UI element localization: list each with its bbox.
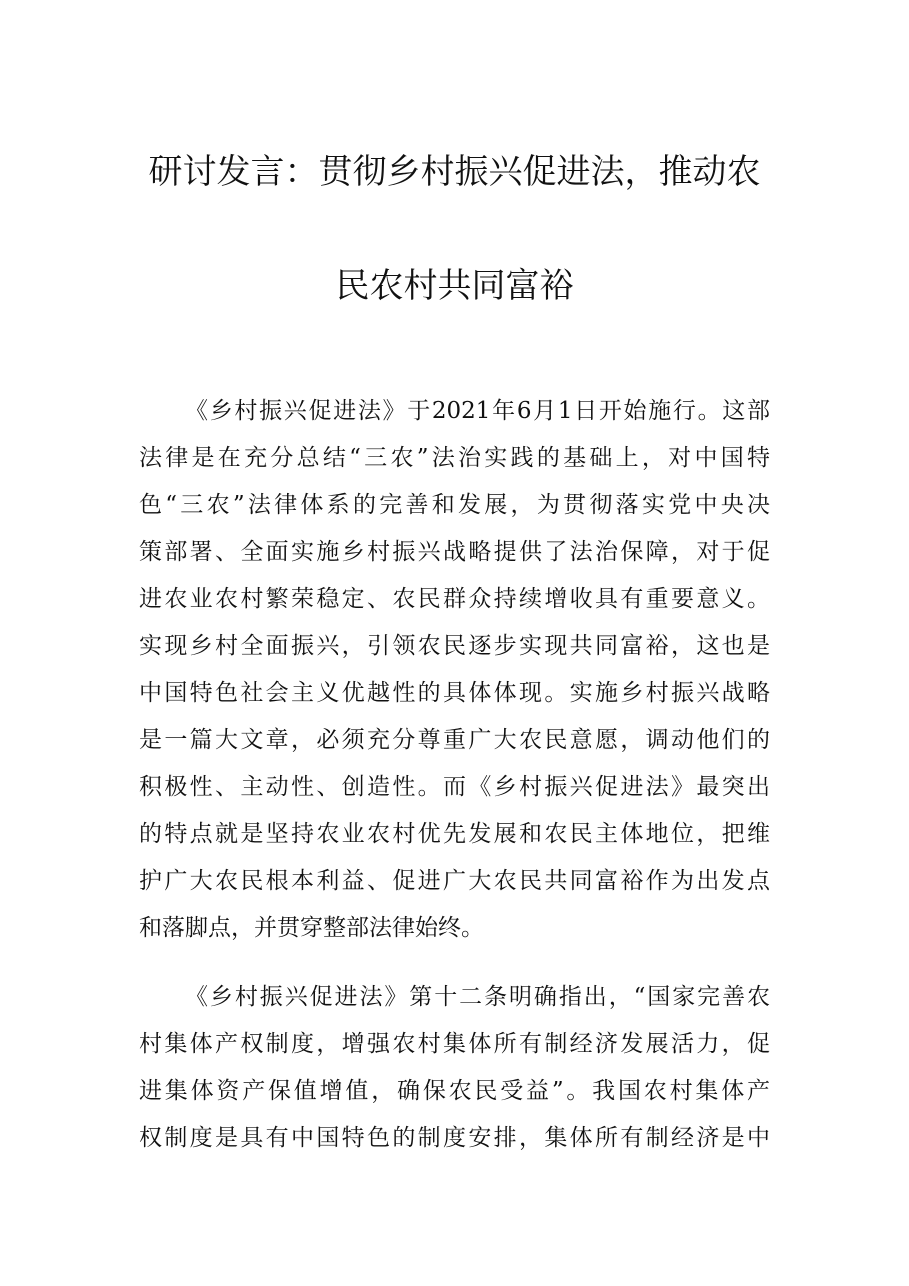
paragraph-2-line-4: 权制度是具有中国特色的制度安排，集体所有制经济是中 [139,1125,770,1151]
paragraph-1-line-7: 中国特色社会主义优越性的具体体现。实施乡村振兴战略 [139,680,770,706]
paragraph-1-line-2: 法律是在充分总结“三农”法治实践的基础上，对中国特 [139,445,770,471]
document-title-line-2: 民农村共同富裕 [335,266,574,306]
paragraph-1-line-9: 积极性、主动性、创造性。而《乡村振兴促进法》最突出 [139,774,770,800]
paragraph-1-line-11: 护广大农民根本利益、促进广大农民共同富裕作为出发点 [139,868,770,894]
paragraph-1-line-10: 的特点就是坚持农业农村优先发展和农民主体地位，把维 [139,821,770,847]
paragraph-1-line-5: 进农业农村繁荣稳定、农民群众持续增收具有重要意义。 [139,586,770,612]
paragraph-1-line-1: 《乡村振兴促进法》于2021年6月1日开始施行。这部 [185,398,770,424]
paragraph-1-line-3: 色“三农”法律体系的完善和发展，为贯彻落实党中央决 [139,492,770,518]
paragraph-1-line-8: 是一篇大文章，必须充分尊重广大农民意愿，调动他们的 [139,727,770,753]
document-title-line-1: 研讨发言：贯彻乡村振兴促进法，推动农 [148,152,761,192]
paragraph-1-line-6: 实现乡村全面振兴，引领农民逐步实现共同富裕，这也是 [139,633,770,659]
paragraph-1-line-12: 和落脚点，并贯穿整部法律始终。 [139,915,484,941]
paragraph-1-line-4: 策部署、全面实施乡村振兴战略提供了法治保障，对于促 [139,539,770,565]
paragraph-2-line-1: 《乡村振兴促进法》第十二条明确指出，“国家完善农 [185,984,770,1010]
paragraph-2-line-2: 村集体产权制度，增强农村集体所有制经济发展活力，促 [139,1031,770,1057]
paragraph-2-line-3: 进集体资产保值增值，确保农民受益”。我国农村集体产 [139,1078,770,1104]
